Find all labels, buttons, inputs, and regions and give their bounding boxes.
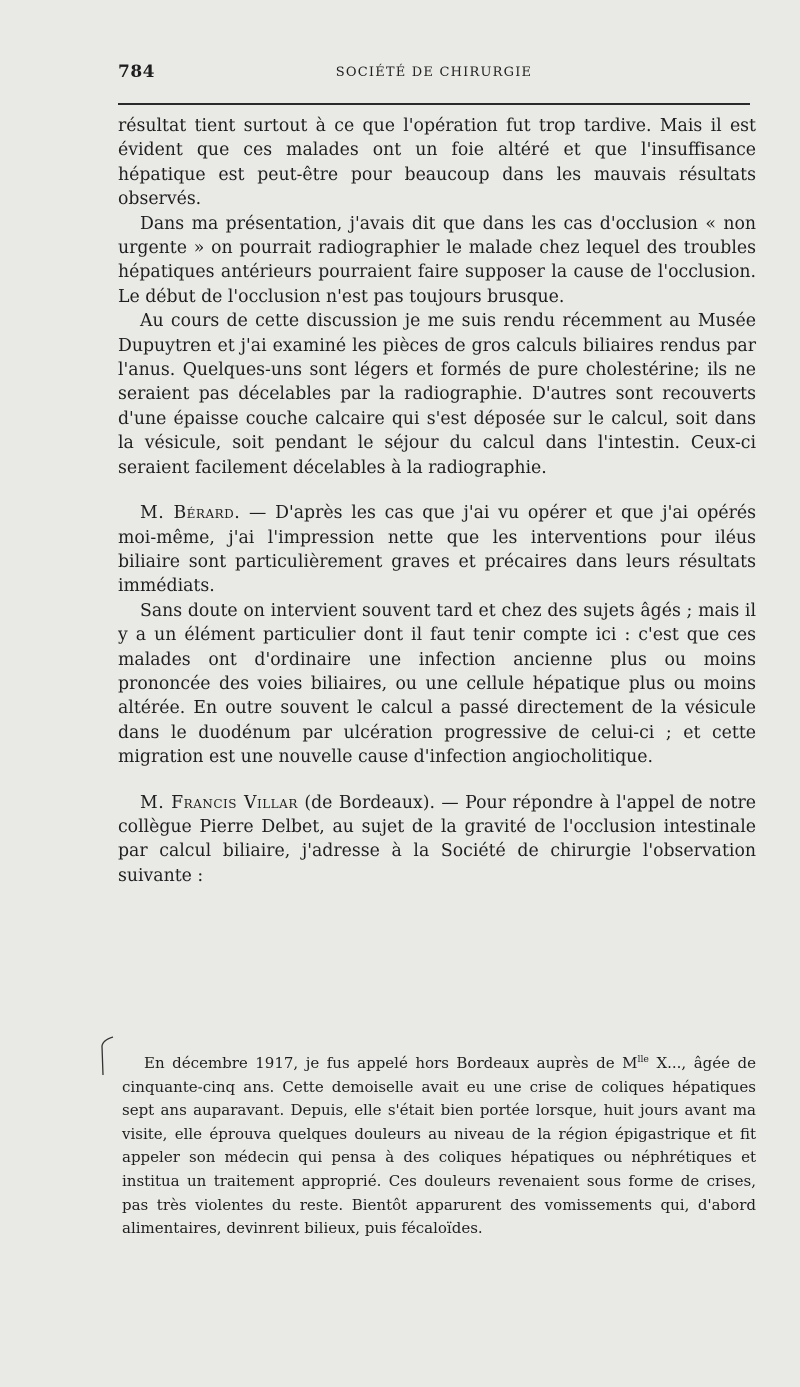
page-header xyxy=(118,60,750,90)
header-rule xyxy=(118,103,750,105)
berard-text: — D'après les cas que j'ai vu opérer et que j'ai opérés moi-même, j'ai l'impression nette que les interventions pour iléus biliaire sont particulièrement graves et précaires dans leurs résultats immédiats. xyxy=(118,503,756,597)
berard-paragraph-2: Sans doute on intervient souvent tard et chez des sujets âgés ; mais il y a un élément particulier dont il faut tenir compte ici : c'est que ces malades ont d'ordinaire une infection ancienne plus ou moins prononcée des voies biliaires, ou une cellule hépatique plus ou moins altérée. En outre souvent le calcul a passé directement de la vésicule dans le duodénum par ulcération progressive de celui-ci ; et cette migration est une nouvelle cause d'infection angiocholitique. xyxy=(118,600,756,768)
observation-paragraph xyxy=(122,1052,756,1241)
running-head: SOCIÉTÉ DE CHIRURGIE xyxy=(335,65,533,80)
page-number: 784 xyxy=(118,62,155,82)
margin-bracket-mark xyxy=(100,1036,114,1076)
berard-intervention xyxy=(118,501,756,599)
main-text xyxy=(118,114,756,888)
observation-text xyxy=(122,1052,756,1241)
observation-sup: lle xyxy=(637,1054,649,1065)
paragraph-musee-dupuytren: Au cours de cette discussion je me suis rendu récemment au Musée Dupuytren et j'ai examiné les pièces de gros calculs biliaires rendus par l'anus. Quelques-uns sont légers et formés de pure cholestérine; ils ne seraient pas décelables par la radiographie. D'autres sont recouverts d'une épaisse couche calcaire qui s'est déposée sur le calcul, soit dans la vésicule, soit pendant le séjour du calcul dans l'intestin. Ceux-ci seraient facilement décelables à la radiographie. xyxy=(118,311,756,478)
villar-text: (de Bordeaux). — Pour répondre à l'appel de notre collègue Pierre Delbet, au sujet de la gravité de l'occlusion intestinale par calcul biliaire, j'adresse à la Société de chirurgie l'observation suivante : xyxy=(118,792,756,886)
speaker-berard: M. Bérard. xyxy=(140,503,241,524)
observation-rest: X..., âgée de cinquante-cinq ans. Cette demoiselle avait eu une crise de coliques hépatiques sept ans auparavant. Depuis, elle s'était bien portée lorsque, huit jours avant ma visite, elle éprouva quelques douleurs au niveau de la région épigastrique et fit appeler son médecin qui pensa à des coliques hépatiques ou néphrétiques et institua un traitement approprié. Ces douleurs revenaient sous forme de crises, pas très violentes du reste. Bientôt apparurent des vomissements qui, d'abord alimentaires, devinrent bilieux, puis fécaloïdes. xyxy=(122,1054,756,1238)
paragraph-presentation: Dans ma présentation, j'avais dit que dans les cas d'occlusion « non urgente » on pourrait radiographier le malade chez lequel des troubles hépatiques antérieurs pourraient faire supposer la cause de l'occlusion. Le début de l'occlusion n'est pas toujours brusque. xyxy=(118,213,756,307)
paragraph-continuation: résultat tient surtout à ce que l'opération fut trop tardive. Mais il est évident que ces malades ont un foie altéré et que l'insuffisance hépatique est peut-être pour beaucoup dans les mauvais résultats observés. xyxy=(118,116,756,210)
observation-start: En décembre 1917, je fus appelé hors Bordeaux auprès de M xyxy=(144,1054,638,1072)
speaker-villar: M. Francis Villar xyxy=(140,792,298,813)
villar-intervention xyxy=(118,791,756,889)
